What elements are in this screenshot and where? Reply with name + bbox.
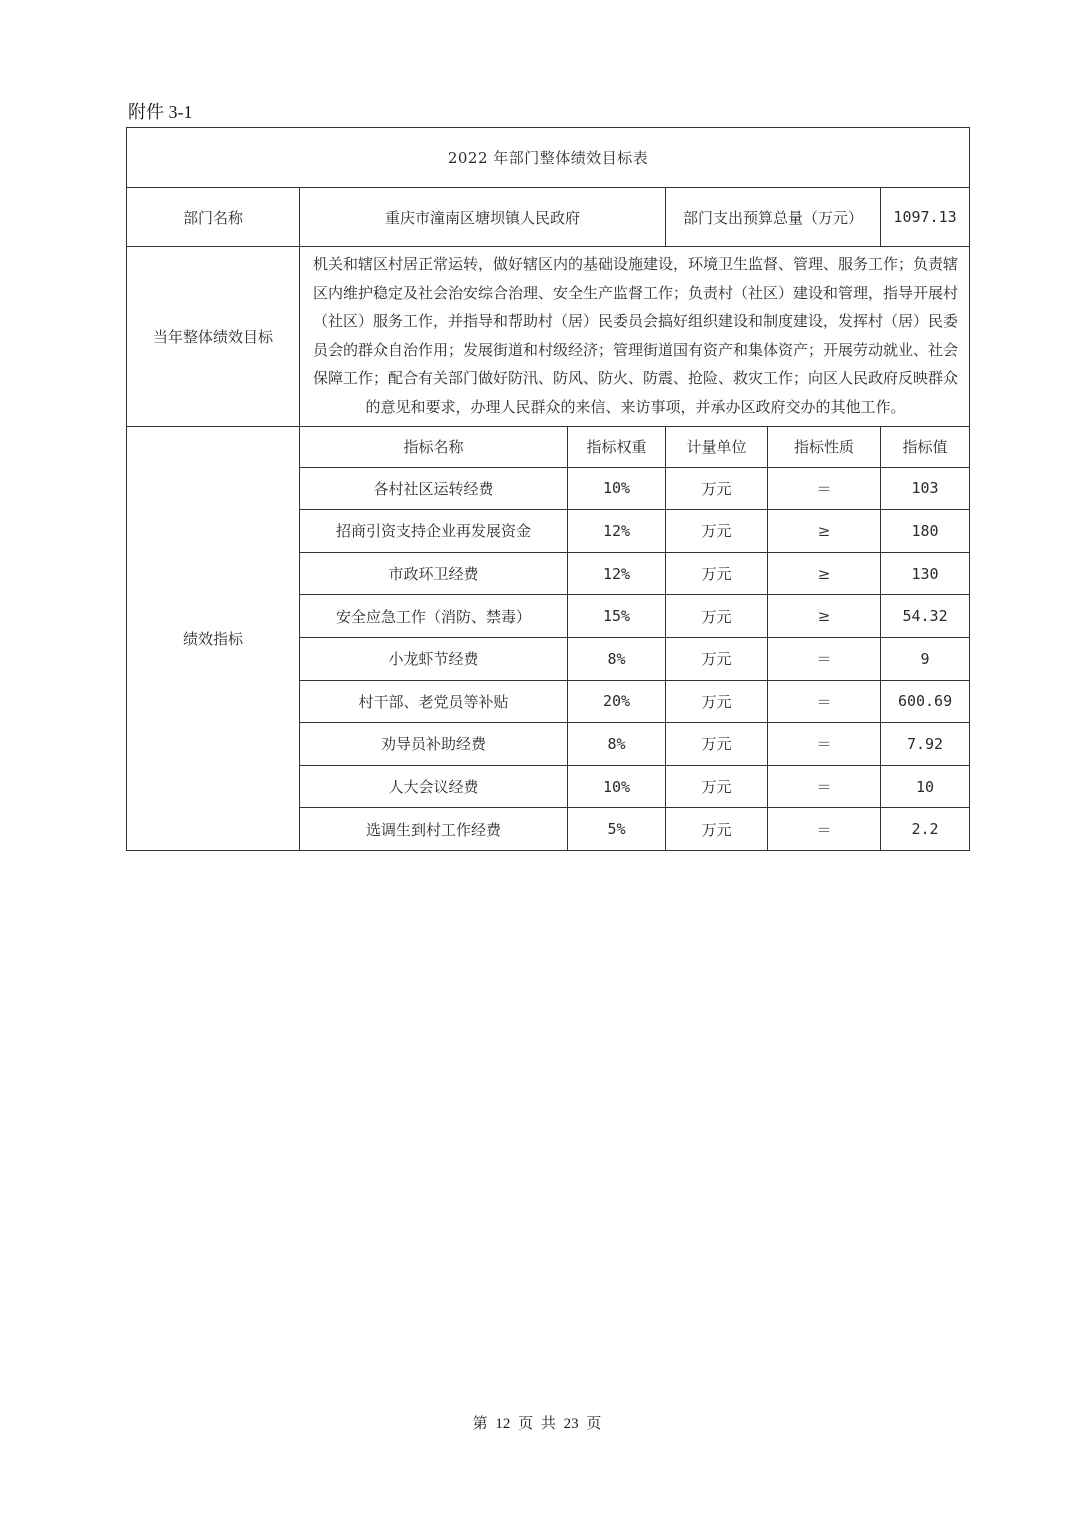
indicator-unit: 万元 [666,637,768,680]
indicator-nature: ≥ [768,552,881,595]
indicator-value: 7.92 [881,723,970,766]
indicator-unit: 万元 [666,723,768,766]
indicator-value: 10 [881,765,970,808]
indicator-weight: 8% [568,723,666,766]
indicator-weight: 12% [568,552,666,595]
indicator-weight: 8% [568,637,666,680]
indicator-nature: ＝ [768,637,881,680]
indicator-unit: 万元 [666,510,768,553]
goal-text: 机关和辖区村居正常运转，做好辖区内的基础设施建设，环境卫生监督、管理、服务工作；负责辖区内维护稳定及社会治安综合治理、安全生产监督工作；负责村（社区）建设和管理，指导开展村（社区）服务工作，并指导和帮助村（居）民委员会搞好组织建设和制度建设，发挥村（居）民委员会的群众自治作用；发展街道和村级经济；管理街道国有资产和集体资产；开展劳动就业、社会保障工作；配合有关部门做好防汛、防风、防火、防震、抢险、救灾工作；向区人民政府反映群众的意见和要求，办理人民群众的来信、来访事项，并承办区政府交办的其他工作。 [300,247,970,427]
indicator-value: 2.2 [881,808,970,851]
indicator-name: 人大会议经费 [300,765,568,808]
indicator-nature: ＝ [768,723,881,766]
indicator-value: 130 [881,552,970,595]
indicator-weight: 10% [568,467,666,510]
header-unit: 计量单位 [666,426,768,467]
indicator-name: 小龙虾节经费 [300,637,568,680]
indicator-name: 安全应急工作（消防、禁毒） [300,595,568,638]
dept-name-label: 部门名称 [127,188,300,247]
indicator-unit: 万元 [666,808,768,851]
indicator-name: 招商引资支持企业再发展资金 [300,510,568,553]
indicator-nature: ＝ [768,765,881,808]
header-nature: 指标性质 [768,426,881,467]
indicator-value: 9 [881,637,970,680]
indicator-value: 54.32 [881,595,970,638]
goal-label: 当年整体绩效目标 [127,247,300,427]
table-title: 2022 年部门整体绩效目标表 [127,128,970,188]
indicator-nature: ＝ [768,467,881,510]
indicator-name: 村干部、老党员等补贴 [300,680,568,723]
indicator-weight: 5% [568,808,666,851]
performance-target-table [126,127,970,851]
indicator-unit: 万元 [666,765,768,808]
indicator-nature: ＝ [768,808,881,851]
indicator-name: 各村社区运转经费 [300,467,568,510]
indicator-name: 市政环卫经费 [300,552,568,595]
indicator-weight: 15% [568,595,666,638]
indicator-unit: 万元 [666,680,768,723]
page-footer: 第 12 页 共 23 页 [472,1416,602,1432]
indicators-label: 绩效指标 [127,426,300,850]
dept-name-value: 重庆市潼南区塘坝镇人民政府 [300,188,666,247]
header-value: 指标值 [881,426,970,467]
indicator-unit: 万元 [666,595,768,638]
indicator-value: 180 [881,510,970,553]
header-indicator-name: 指标名称 [300,426,568,467]
indicator-nature: ≥ [768,510,881,553]
header-indicator-weight: 指标权重 [568,426,666,467]
indicator-name: 劝导员补助经费 [300,723,568,766]
indicator-weight: 12% [568,510,666,553]
attachment-label: 附件 3-1 [128,102,193,122]
indicator-unit: 万元 [666,552,768,595]
indicator-nature: ≥ [768,595,881,638]
indicator-unit: 万元 [666,467,768,510]
indicator-value: 600.69 [881,680,970,723]
indicator-value: 103 [881,467,970,510]
indicator-nature: ＝ [768,680,881,723]
indicator-name: 选调生到村工作经费 [300,808,568,851]
budget-label: 部门支出预算总量（万元） [666,188,881,247]
indicator-weight: 20% [568,680,666,723]
budget-value: 1097.13 [881,188,970,247]
indicator-weight: 10% [568,765,666,808]
